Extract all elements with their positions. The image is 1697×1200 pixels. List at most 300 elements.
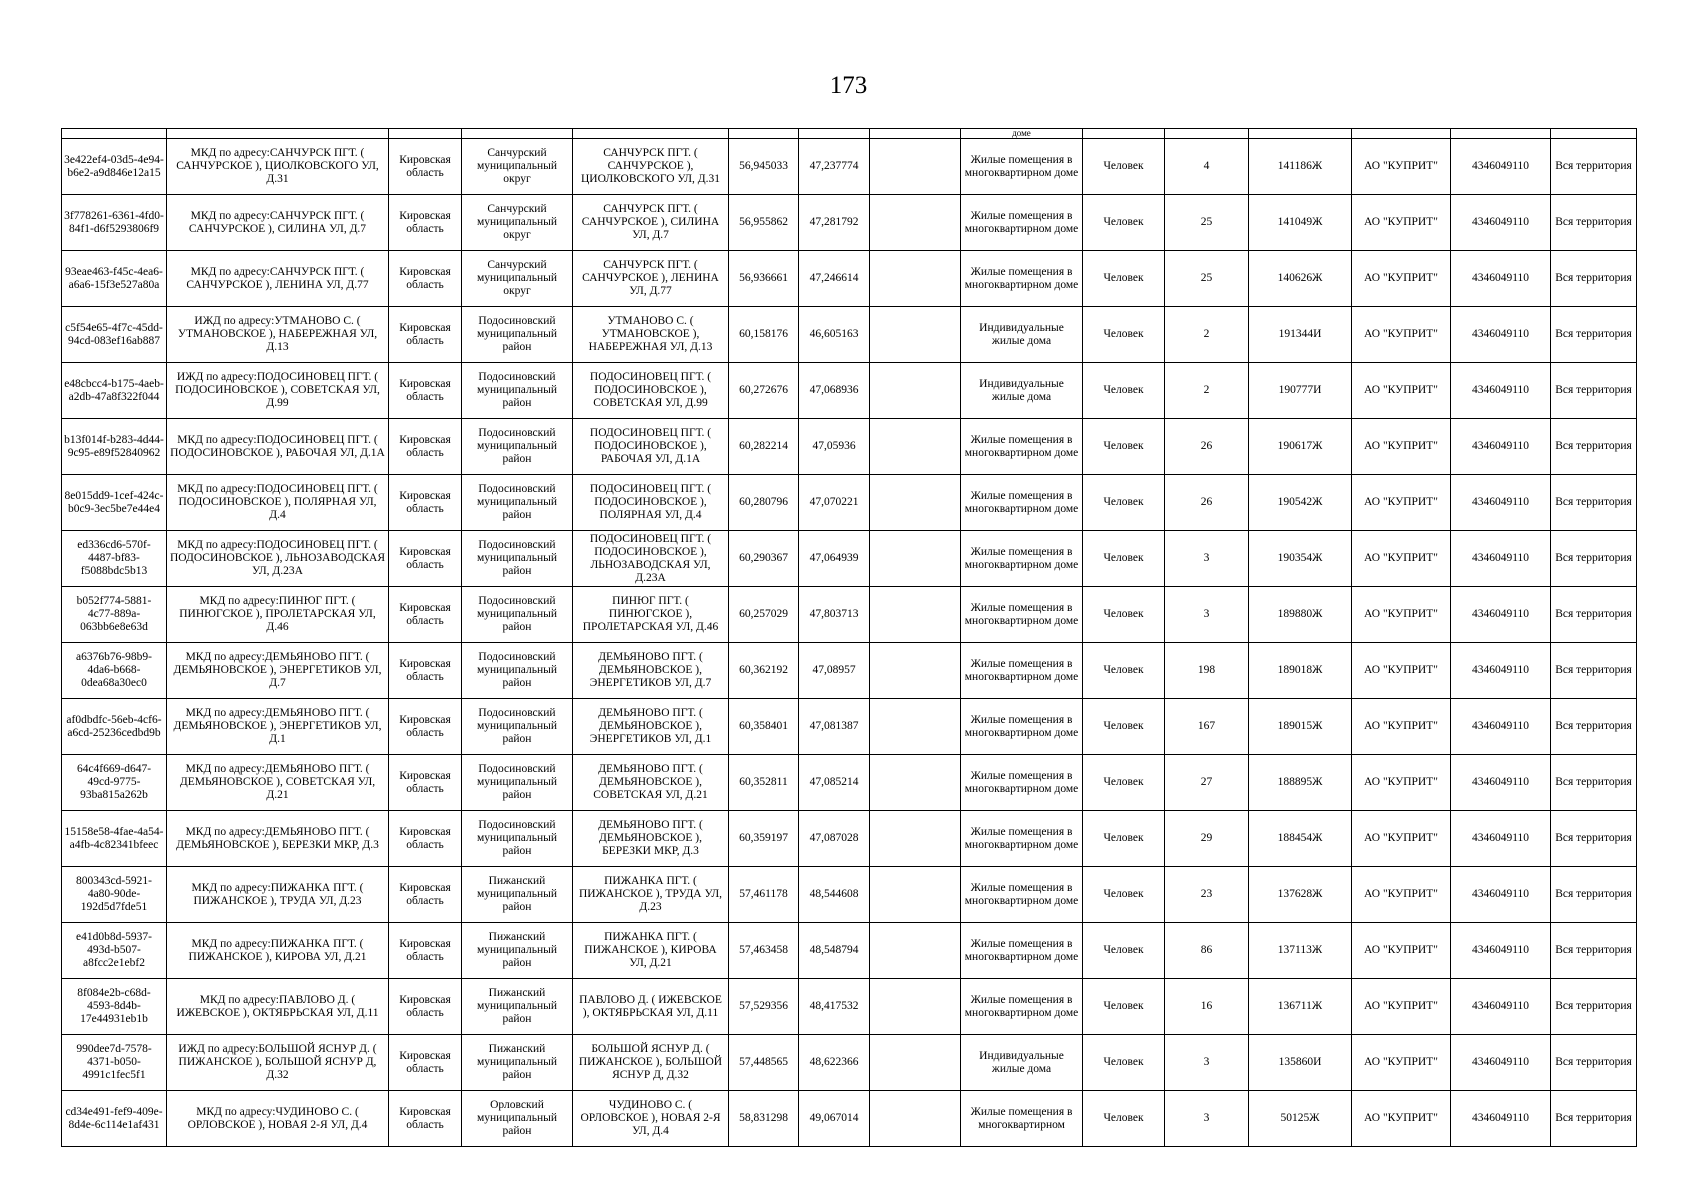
cell-code: 137113Ж xyxy=(1249,923,1352,979)
cell-count: 23 xyxy=(1165,867,1249,923)
cell-district: Санчурский муниципальный округ xyxy=(462,139,573,195)
cell-lon: 47,803713 xyxy=(799,587,870,643)
registry-table xyxy=(61,128,1637,1147)
cell-lat: 60,352811 xyxy=(729,755,799,811)
cell-name: МКД по адресу:САНЧУРСК ПГТ. ( САНЧУРСКОЕ ), СИЛИНА УЛ, Д.7 xyxy=(167,195,389,251)
cell-id: e41d0b8d-5937-493d-b507-a8fcc2e1ebf2 xyxy=(62,923,167,979)
cell-count: 2 xyxy=(1165,307,1249,363)
cell-inn: 4346049110 xyxy=(1451,755,1551,811)
cell-inn: 4346049110 xyxy=(1451,251,1551,307)
table-body xyxy=(62,129,1637,1147)
cell-type: Жилые помещения в многоквартирном доме xyxy=(961,139,1083,195)
cell-address: САНЧУРСК ПГТ. ( САНЧУРСКОЕ ), ЦИОЛКОВСКОГО УЛ, Д.31 xyxy=(573,139,729,195)
cell-territory: Вся территория xyxy=(1551,475,1637,531)
cell-org: АО "КУПРИТ" xyxy=(1352,251,1451,307)
cell-name: МКД по адресу:ПИЖАНКА ПГТ. ( ПИЖАНСКОЕ ), ТРУДА УЛ, Д.23 xyxy=(167,867,389,923)
cell-id: cd34e491-fef9-409e-8d4e-6c114e1af431 xyxy=(62,1091,167,1147)
cell-lon: 48,417532 xyxy=(799,979,870,1035)
cell-district: Пижанский муниципальный район xyxy=(462,867,573,923)
cell-lon: 49,067014 xyxy=(799,1091,870,1147)
cell-address: ПИНЮГ ПГТ. ( ПИНЮГСКОЕ ), ПРОЛЕТАРСКАЯ УЛ, Д.46 xyxy=(573,587,729,643)
cell-address: ПОДОСИНОВЕЦ ПГТ. ( ПОДОСИНОВСКОЕ ), СОВЕТСКАЯ УЛ, Д.99 xyxy=(573,363,729,419)
cell-address: БОЛЬШОЙ ЯСНУР Д. ( ПИЖАНСКОЕ ), БОЛЬШОЙ ЯСНУР Д, Д.32 xyxy=(573,1035,729,1091)
cell-extra xyxy=(870,531,961,587)
cell-lon: 48,622366 xyxy=(799,1035,870,1091)
cell-territory: Вся территория xyxy=(1551,643,1637,699)
cell-unit: Человек xyxy=(1083,699,1165,755)
cell-inn: 4346049110 xyxy=(1451,195,1551,251)
cell-name: МКД по адресу:ДЕМЬЯНОВО ПГТ. ( ДЕМЬЯНОВСКОЕ ), ЭНЕРГЕТИКОВ УЛ, Д.7 xyxy=(167,643,389,699)
cell-inn: 4346049110 xyxy=(1451,587,1551,643)
cell-lon: 48,548794 xyxy=(799,923,870,979)
cell xyxy=(729,129,799,139)
cell-count: 167 xyxy=(1165,699,1249,755)
cell-code: 188895Ж xyxy=(1249,755,1352,811)
cell-lat: 60,290367 xyxy=(729,531,799,587)
cell-district: Орловский муниципальный район xyxy=(462,1091,573,1147)
cell-extra xyxy=(870,195,961,251)
table-row xyxy=(62,699,1637,755)
cell-territory: Вся территория xyxy=(1551,699,1637,755)
table-row xyxy=(62,923,1637,979)
cell-address: САНЧУРСК ПГТ. ( САНЧУРСКОЕ ), ЛЕНИНА УЛ, Д.77 xyxy=(573,251,729,307)
cell-org: АО "КУПРИТ" xyxy=(1352,643,1451,699)
cell-type: Жилые помещения в многоквартирном доме xyxy=(961,979,1083,1035)
cell-unit: Человек xyxy=(1083,419,1165,475)
cell-lon: 47,246614 xyxy=(799,251,870,307)
cell-id: 800343cd-5921-4a80-90de-192d5d7fde51 xyxy=(62,867,167,923)
cell-count: 2 xyxy=(1165,363,1249,419)
cell-unit: Человек xyxy=(1083,587,1165,643)
cell-count: 3 xyxy=(1165,587,1249,643)
cell-count: 25 xyxy=(1165,195,1249,251)
cell-extra xyxy=(870,643,961,699)
cell-name: ИЖД по адресу:УТМАНОВО С. ( УТМАНОВСКОЕ ), НАБЕРЕЖНАЯ УЛ, Д.13 xyxy=(167,307,389,363)
table-row xyxy=(62,867,1637,923)
cell-inn: 4346049110 xyxy=(1451,139,1551,195)
cell-code: 190354Ж xyxy=(1249,531,1352,587)
cell-name: МКД по адресу:ДЕМЬЯНОВО ПГТ. ( ДЕМЬЯНОВСКОЕ ), СОВЕТСКАЯ УЛ, Д.21 xyxy=(167,755,389,811)
cell-count: 3 xyxy=(1165,1035,1249,1091)
table-row xyxy=(62,251,1637,307)
cell-type: Жилые помещения в многоквартирном доме xyxy=(961,867,1083,923)
cell-unit: Человек xyxy=(1083,307,1165,363)
cell-count: 26 xyxy=(1165,475,1249,531)
cell-region: Кировская область xyxy=(389,195,462,251)
cell-address: ДЕМЬЯНОВО ПГТ. ( ДЕМЬЯНОВСКОЕ ), ЭНЕРГЕТИКОВ УЛ, Д.7 xyxy=(573,643,729,699)
cell xyxy=(167,129,389,139)
cell-lat: 60,158176 xyxy=(729,307,799,363)
cell-type: Жилые помещения в многоквартирном доме xyxy=(961,643,1083,699)
table-row xyxy=(62,587,1637,643)
cell-inn: 4346049110 xyxy=(1451,811,1551,867)
cell-code: 50125Ж xyxy=(1249,1091,1352,1147)
cell-id: 8e015dd9-1cef-424c-b0c9-3ec5be7e44e4 xyxy=(62,475,167,531)
cell-id: 93eae463-f45c-4ea6-a6a6-15f3e527a80a xyxy=(62,251,167,307)
cell-unit: Человек xyxy=(1083,251,1165,307)
cell-code: 189018Ж xyxy=(1249,643,1352,699)
cell-address: ДЕМЬЯНОВО ПГТ. ( ДЕМЬЯНОВСКОЕ ), СОВЕТСКАЯ УЛ, Д.21 xyxy=(573,755,729,811)
cell-org: АО "КУПРИТ" xyxy=(1352,1035,1451,1091)
cell-unit: Человек xyxy=(1083,979,1165,1035)
cell-lon: 46,605163 xyxy=(799,307,870,363)
cell xyxy=(1083,129,1165,139)
cell-territory: Вся территория xyxy=(1551,811,1637,867)
cell-extra xyxy=(870,1091,961,1147)
table-row xyxy=(62,307,1637,363)
cell-org: АО "КУПРИТ" xyxy=(1352,699,1451,755)
cell-region: Кировская область xyxy=(389,139,462,195)
cell xyxy=(1249,129,1352,139)
cell-lat: 56,955862 xyxy=(729,195,799,251)
cell-lon: 47,081387 xyxy=(799,699,870,755)
cell-code: 190542Ж xyxy=(1249,475,1352,531)
cell-inn: 4346049110 xyxy=(1451,531,1551,587)
cell-address: ПОДОСИНОВЕЦ ПГТ. ( ПОДОСИНОВСКОЕ ), РАБОЧАЯ УЛ, Д.1А xyxy=(573,419,729,475)
cell-region: Кировская область xyxy=(389,699,462,755)
cell-id: 3e422ef4-03d5-4e94-b6e2-a9d846e12a15 xyxy=(62,139,167,195)
cell-district: Подосиновский муниципальный район xyxy=(462,699,573,755)
cell-id: 8f084e2b-c68d-4593-8d4b-17e44931eb1b xyxy=(62,979,167,1035)
cell-name: ИЖД по адресу:ПОДОСИНОВЕЦ ПГТ. ( ПОДОСИНОВСКОЕ ), СОВЕТСКАЯ УЛ, Д.99 xyxy=(167,363,389,419)
cell-territory: Вся территория xyxy=(1551,755,1637,811)
cell-lat: 60,282214 xyxy=(729,419,799,475)
cell-unit: Человек xyxy=(1083,811,1165,867)
cell-type: Индивидуальные жилые дома xyxy=(961,307,1083,363)
cell-code: 189015Ж xyxy=(1249,699,1352,755)
cell-count: 29 xyxy=(1165,811,1249,867)
cell-lon: 47,068936 xyxy=(799,363,870,419)
cell-region: Кировская область xyxy=(389,419,462,475)
cell-org: АО "КУПРИТ" xyxy=(1352,195,1451,251)
cell-unit: Человек xyxy=(1083,923,1165,979)
cell-region: Кировская область xyxy=(389,1035,462,1091)
cell-extra xyxy=(870,419,961,475)
cell xyxy=(1352,129,1451,139)
cell-extra xyxy=(870,1035,961,1091)
continued-row xyxy=(62,129,1637,139)
cell-district: Пижанский муниципальный район xyxy=(462,923,573,979)
cell-count: 198 xyxy=(1165,643,1249,699)
cell-code: 189880Ж xyxy=(1249,587,1352,643)
cell-region: Кировская область xyxy=(389,1091,462,1147)
cell-org: АО "КУПРИТ" xyxy=(1352,587,1451,643)
cell-lon: 47,281792 xyxy=(799,195,870,251)
cell xyxy=(799,129,870,139)
cell-address: ДЕМЬЯНОВО ПГТ. ( ДЕМЬЯНОВСКОЕ ), БЕРЕЗКИ МКР, Д.3 xyxy=(573,811,729,867)
cell-inn: 4346049110 xyxy=(1451,923,1551,979)
cell-org: АО "КУПРИТ" xyxy=(1352,867,1451,923)
cell-name: ИЖД по адресу:БОЛЬШОЙ ЯСНУР Д. ( ПИЖАНСКОЕ ), БОЛЬШОЙ ЯСНУР Д, Д.32 xyxy=(167,1035,389,1091)
cell-district: Подосиновский муниципальный район xyxy=(462,307,573,363)
cell-org: АО "КУПРИТ" xyxy=(1352,419,1451,475)
cell-lon: 47,064939 xyxy=(799,531,870,587)
cell-inn: 4346049110 xyxy=(1451,1035,1551,1091)
cell-count: 3 xyxy=(1165,1091,1249,1147)
cell-lat: 57,448565 xyxy=(729,1035,799,1091)
table-row xyxy=(62,195,1637,251)
cell-id: a6376b76-98b9-4da6-b668-0dea68a30ec0 xyxy=(62,643,167,699)
cell-count: 27 xyxy=(1165,755,1249,811)
cell-extra xyxy=(870,363,961,419)
cell-count: 26 xyxy=(1165,419,1249,475)
cell-type: Индивидуальные жилые дома xyxy=(961,1035,1083,1091)
cell-territory: Вся территория xyxy=(1551,867,1637,923)
table-row xyxy=(62,1091,1637,1147)
cell-region: Кировская область xyxy=(389,475,462,531)
cell-territory: Вся территория xyxy=(1551,139,1637,195)
cell-name: МКД по адресу:ЧУДИНОВО С. ( ОРЛОВСКОЕ ), НОВАЯ 2-Я УЛ, Д.4 xyxy=(167,1091,389,1147)
cell-lat: 60,272676 xyxy=(729,363,799,419)
cell-territory: Вся территория xyxy=(1551,419,1637,475)
cell-inn: 4346049110 xyxy=(1451,643,1551,699)
table-row xyxy=(62,1035,1637,1091)
cell-region: Кировская область xyxy=(389,531,462,587)
cell-name: МКД по адресу:ПИЖАНКА ПГТ. ( ПИЖАНСКОЕ ), КИРОВА УЛ, Д.21 xyxy=(167,923,389,979)
cell-inn: 4346049110 xyxy=(1451,699,1551,755)
table-row xyxy=(62,643,1637,699)
cell-territory: Вся территория xyxy=(1551,251,1637,307)
cell-type: Жилые помещения в многоквартирном доме xyxy=(961,475,1083,531)
cell-inn: 4346049110 xyxy=(1451,307,1551,363)
cell-district: Подосиновский муниципальный район xyxy=(462,475,573,531)
cell-extra xyxy=(870,139,961,195)
cell-type: Жилые помещения в многоквартирном доме xyxy=(961,811,1083,867)
cell-unit: Человек xyxy=(1083,755,1165,811)
cell-type: Индивидуальные жилые дома xyxy=(961,363,1083,419)
cell-name: МКД по адресу:ДЕМЬЯНОВО ПГТ. ( ДЕМЬЯНОВСКОЕ ), БЕРЕЗКИ МКР, Д.3 xyxy=(167,811,389,867)
cell-lat: 60,358401 xyxy=(729,699,799,755)
cell-unit: Человек xyxy=(1083,1091,1165,1147)
cell-address: САНЧУРСК ПГТ. ( САНЧУРСКОЕ ), СИЛИНА УЛ, Д.7 xyxy=(573,195,729,251)
cell-code: 135860И xyxy=(1249,1035,1352,1091)
cell-inn: 4346049110 xyxy=(1451,419,1551,475)
cell-territory: Вся территория xyxy=(1551,923,1637,979)
cell-inn: 4346049110 xyxy=(1451,363,1551,419)
cell-lat: 60,362192 xyxy=(729,643,799,699)
cell-unit: Человек xyxy=(1083,531,1165,587)
table-row xyxy=(62,755,1637,811)
cell-region: Кировская область xyxy=(389,979,462,1035)
cell-type: Жилые помещения в многоквартирном доме xyxy=(961,531,1083,587)
cell-org: АО "КУПРИТ" xyxy=(1352,923,1451,979)
cell-unit: Человек xyxy=(1083,1035,1165,1091)
cell-type: Жилые помещения в многоквартирном доме xyxy=(961,699,1083,755)
cell-district: Подосиновский муниципальный район xyxy=(462,419,573,475)
cell-region: Кировская область xyxy=(389,363,462,419)
table-row xyxy=(62,139,1637,195)
cell-district: Санчурский муниципальный округ xyxy=(462,251,573,307)
cell-code: 191344И xyxy=(1249,307,1352,363)
cell-type: Жилые помещения в многоквартирном доме xyxy=(961,755,1083,811)
cell-territory: Вся территория xyxy=(1551,979,1637,1035)
cell-territory: Вся территория xyxy=(1551,363,1637,419)
cell-lat: 60,359197 xyxy=(729,811,799,867)
cell-address: ПОДОСИНОВЕЦ ПГТ. ( ПОДОСИНОВСКОЕ ), ЛЬНОЗАВОДСКАЯ УЛ, Д.23А xyxy=(573,531,729,587)
cell-extra xyxy=(870,307,961,363)
cell-org: АО "КУПРИТ" xyxy=(1352,811,1451,867)
cell-type: Жилые помещения в многоквартирном xyxy=(961,1091,1083,1147)
cell-type-fragment: доме xyxy=(961,129,1083,139)
cell-id: e48cbcc4-b175-4aeb-a2db-47a8f322f044 xyxy=(62,363,167,419)
registry-table-container xyxy=(61,128,1637,1147)
cell-org: АО "КУПРИТ" xyxy=(1352,475,1451,531)
cell-count: 4 xyxy=(1165,139,1249,195)
cell-lat: 58,831298 xyxy=(729,1091,799,1147)
cell-extra xyxy=(870,979,961,1035)
cell-id: c5f54e65-4f7c-45dd-94cd-083ef16ab887 xyxy=(62,307,167,363)
cell-district: Пижанский муниципальный район xyxy=(462,1035,573,1091)
cell-address: ПАВЛОВО Д. ( ИЖЕВСКОЕ ), ОКТЯБРЬСКАЯ УЛ, Д.11 xyxy=(573,979,729,1035)
cell-type: Жилые помещения в многоквартирном доме xyxy=(961,195,1083,251)
cell-territory: Вся территория xyxy=(1551,307,1637,363)
cell-unit: Человек xyxy=(1083,195,1165,251)
cell-inn: 4346049110 xyxy=(1451,979,1551,1035)
cell-region: Кировская область xyxy=(389,587,462,643)
cell-name: МКД по адресу:ДЕМЬЯНОВО ПГТ. ( ДЕМЬЯНОВСКОЕ ), ЭНЕРГЕТИКОВ УЛ, Д.1 xyxy=(167,699,389,755)
cell-count: 86 xyxy=(1165,923,1249,979)
cell-inn: 4346049110 xyxy=(1451,867,1551,923)
cell-code: 140626Ж xyxy=(1249,251,1352,307)
cell-code: 137628Ж xyxy=(1249,867,1352,923)
cell-extra xyxy=(870,475,961,531)
cell-org: АО "КУПРИТ" xyxy=(1352,363,1451,419)
cell-id: 64c4f669-d647-49cd-9775-93ba815a262b xyxy=(62,755,167,811)
cell xyxy=(462,129,573,139)
cell-lon: 48,544608 xyxy=(799,867,870,923)
cell-name: МКД по адресу:САНЧУРСК ПГТ. ( САНЧУРСКОЕ ), ЛЕНИНА УЛ, Д.77 xyxy=(167,251,389,307)
cell xyxy=(1551,129,1637,139)
cell-region: Кировская область xyxy=(389,643,462,699)
cell-name: МКД по адресу:ПОДОСИНОВЕЦ ПГТ. ( ПОДОСИНОВСКОЕ ), ПОЛЯРНАЯ УЛ, Д.4 xyxy=(167,475,389,531)
cell-org: АО "КУПРИТ" xyxy=(1352,139,1451,195)
cell-address: ЧУДИНОВО С. ( ОРЛОВСКОЕ ), НОВАЯ 2-Я УЛ, Д.4 xyxy=(573,1091,729,1147)
cell-territory: Вся территория xyxy=(1551,1035,1637,1091)
cell-name: МКД по адресу:ПАВЛОВО Д. ( ИЖЕВСКОЕ ), ОКТЯБРЬСКАЯ УЛ, Д.11 xyxy=(167,979,389,1035)
cell-region: Кировская область xyxy=(389,867,462,923)
cell xyxy=(573,129,729,139)
cell-unit: Человек xyxy=(1083,867,1165,923)
cell-code: 190617Ж xyxy=(1249,419,1352,475)
cell-org: АО "КУПРИТ" xyxy=(1352,307,1451,363)
cell-address: УТМАНОВО С. ( УТМАНОВСКОЕ ), НАБЕРЕЖНАЯ УЛ, Д.13 xyxy=(573,307,729,363)
cell-name: МКД по адресу:ПОДОСИНОВЕЦ ПГТ. ( ПОДОСИНОВСКОЕ ), ЛЬНОЗАВОДСКАЯ УЛ, Д.23А xyxy=(167,531,389,587)
table-row xyxy=(62,811,1637,867)
cell-extra xyxy=(870,587,961,643)
table-row xyxy=(62,363,1637,419)
cell-lon: 47,085214 xyxy=(799,755,870,811)
cell-id: b052f774-5881-4c77-889a-063bb6e8e63d xyxy=(62,587,167,643)
cell-district: Подосиновский муниципальный район xyxy=(462,811,573,867)
cell-inn: 4346049110 xyxy=(1451,475,1551,531)
cell-name: МКД по адресу:ПОДОСИНОВЕЦ ПГТ. ( ПОДОСИНОВСКОЕ ), РАБОЧАЯ УЛ, Д.1А xyxy=(167,419,389,475)
cell xyxy=(870,129,961,139)
cell-district: Подосиновский муниципальный район xyxy=(462,755,573,811)
cell-region: Кировская область xyxy=(389,307,462,363)
cell-address: ПИЖАНКА ПГТ. ( ПИЖАНСКОЕ ), КИРОВА УЛ, Д.21 xyxy=(573,923,729,979)
cell-lat: 60,257029 xyxy=(729,587,799,643)
cell-code: 141186Ж xyxy=(1249,139,1352,195)
cell-code: 141049Ж xyxy=(1249,195,1352,251)
cell-org: АО "КУПРИТ" xyxy=(1352,1091,1451,1147)
cell-region: Кировская область xyxy=(389,755,462,811)
cell-count: 25 xyxy=(1165,251,1249,307)
cell-id: 3f778261-6361-4fd0-84f1-d6f5293806f9 xyxy=(62,195,167,251)
cell-district: Подосиновский муниципальный район xyxy=(462,643,573,699)
cell-district: Подосиновский муниципальный район xyxy=(462,363,573,419)
cell-extra xyxy=(870,251,961,307)
cell-type: Жилые помещения в многоквартирном доме xyxy=(961,419,1083,475)
cell-lat: 57,461178 xyxy=(729,867,799,923)
cell-org: АО "КУПРИТ" xyxy=(1352,531,1451,587)
cell-lon: 47,08957 xyxy=(799,643,870,699)
cell-inn: 4346049110 xyxy=(1451,1091,1551,1147)
cell-id: 990dee7d-7578-4371-b050-4991c1fec5f1 xyxy=(62,1035,167,1091)
cell-lat: 57,529356 xyxy=(729,979,799,1035)
table-row xyxy=(62,419,1637,475)
cell-type: Жилые помещения в многоквартирном доме xyxy=(961,587,1083,643)
cell-district: Санчурский муниципальный округ xyxy=(462,195,573,251)
cell-id: ed336cd6-570f-4487-bf83-f5088bdc5b13 xyxy=(62,531,167,587)
cell-code: 188454Ж xyxy=(1249,811,1352,867)
cell-region: Кировская область xyxy=(389,251,462,307)
cell-name: МКД по адресу:САНЧУРСК ПГТ. ( САНЧУРСКОЕ ), ЦИОЛКОВСКОГО УЛ, Д.31 xyxy=(167,139,389,195)
cell-type: Жилые помещения в многоквартирном доме xyxy=(961,251,1083,307)
cell-lat: 56,936661 xyxy=(729,251,799,307)
cell-count: 16 xyxy=(1165,979,1249,1035)
cell-territory: Вся территория xyxy=(1551,1091,1637,1147)
cell-address: ДЕМЬЯНОВО ПГТ. ( ДЕМЬЯНОВСКОЕ ), ЭНЕРГЕТИКОВ УЛ, Д.1 xyxy=(573,699,729,755)
cell-id: 15158e58-4fae-4a54-a4fb-4c82341bfeec xyxy=(62,811,167,867)
cell-type: Жилые помещения в многоквартирном доме xyxy=(961,923,1083,979)
cell-territory: Вся территория xyxy=(1551,195,1637,251)
cell-name: МКД по адресу:ПИНЮГ ПГТ. ( ПИНЮГСКОЕ ), ПРОЛЕТАРСКАЯ УЛ, Д.46 xyxy=(167,587,389,643)
cell-extra xyxy=(870,699,961,755)
cell-territory: Вся территория xyxy=(1551,587,1637,643)
cell-lat: 56,945033 xyxy=(729,139,799,195)
cell xyxy=(1451,129,1551,139)
cell-extra xyxy=(870,811,961,867)
cell-territory: Вся территория xyxy=(1551,531,1637,587)
cell-district: Подосиновский муниципальный район xyxy=(462,587,573,643)
cell-unit: Человек xyxy=(1083,643,1165,699)
cell-lat: 60,280796 xyxy=(729,475,799,531)
cell-code: 136711Ж xyxy=(1249,979,1352,1035)
cell-org: АО "КУПРИТ" xyxy=(1352,755,1451,811)
cell-id: b13f014f-b283-4d44-9c95-e89f52840962 xyxy=(62,419,167,475)
cell-unit: Человек xyxy=(1083,363,1165,419)
cell-lon: 47,070221 xyxy=(799,475,870,531)
table-row xyxy=(62,979,1637,1035)
table-row xyxy=(62,531,1637,587)
cell-org: АО "КУПРИТ" xyxy=(1352,979,1451,1035)
cell-lon: 47,087028 xyxy=(799,811,870,867)
table-row xyxy=(62,475,1637,531)
cell-code: 190777И xyxy=(1249,363,1352,419)
cell-lat: 57,463458 xyxy=(729,923,799,979)
cell-district: Подосиновский муниципальный район xyxy=(462,531,573,587)
cell-extra xyxy=(870,755,961,811)
cell-address: ПОДОСИНОВЕЦ ПГТ. ( ПОДОСИНОВСКОЕ ), ПОЛЯРНАЯ УЛ, Д.4 xyxy=(573,475,729,531)
cell-id: af0dbdfc-56eb-4cf6-a6cd-25236cedbd9b xyxy=(62,699,167,755)
cell xyxy=(62,129,167,139)
cell-extra xyxy=(870,923,961,979)
page-number: 173 xyxy=(829,72,868,99)
cell-district: Пижанский муниципальный район xyxy=(462,979,573,1035)
cell-unit: Человек xyxy=(1083,139,1165,195)
cell-unit: Человек xyxy=(1083,475,1165,531)
cell-lon: 47,05936 xyxy=(799,419,870,475)
